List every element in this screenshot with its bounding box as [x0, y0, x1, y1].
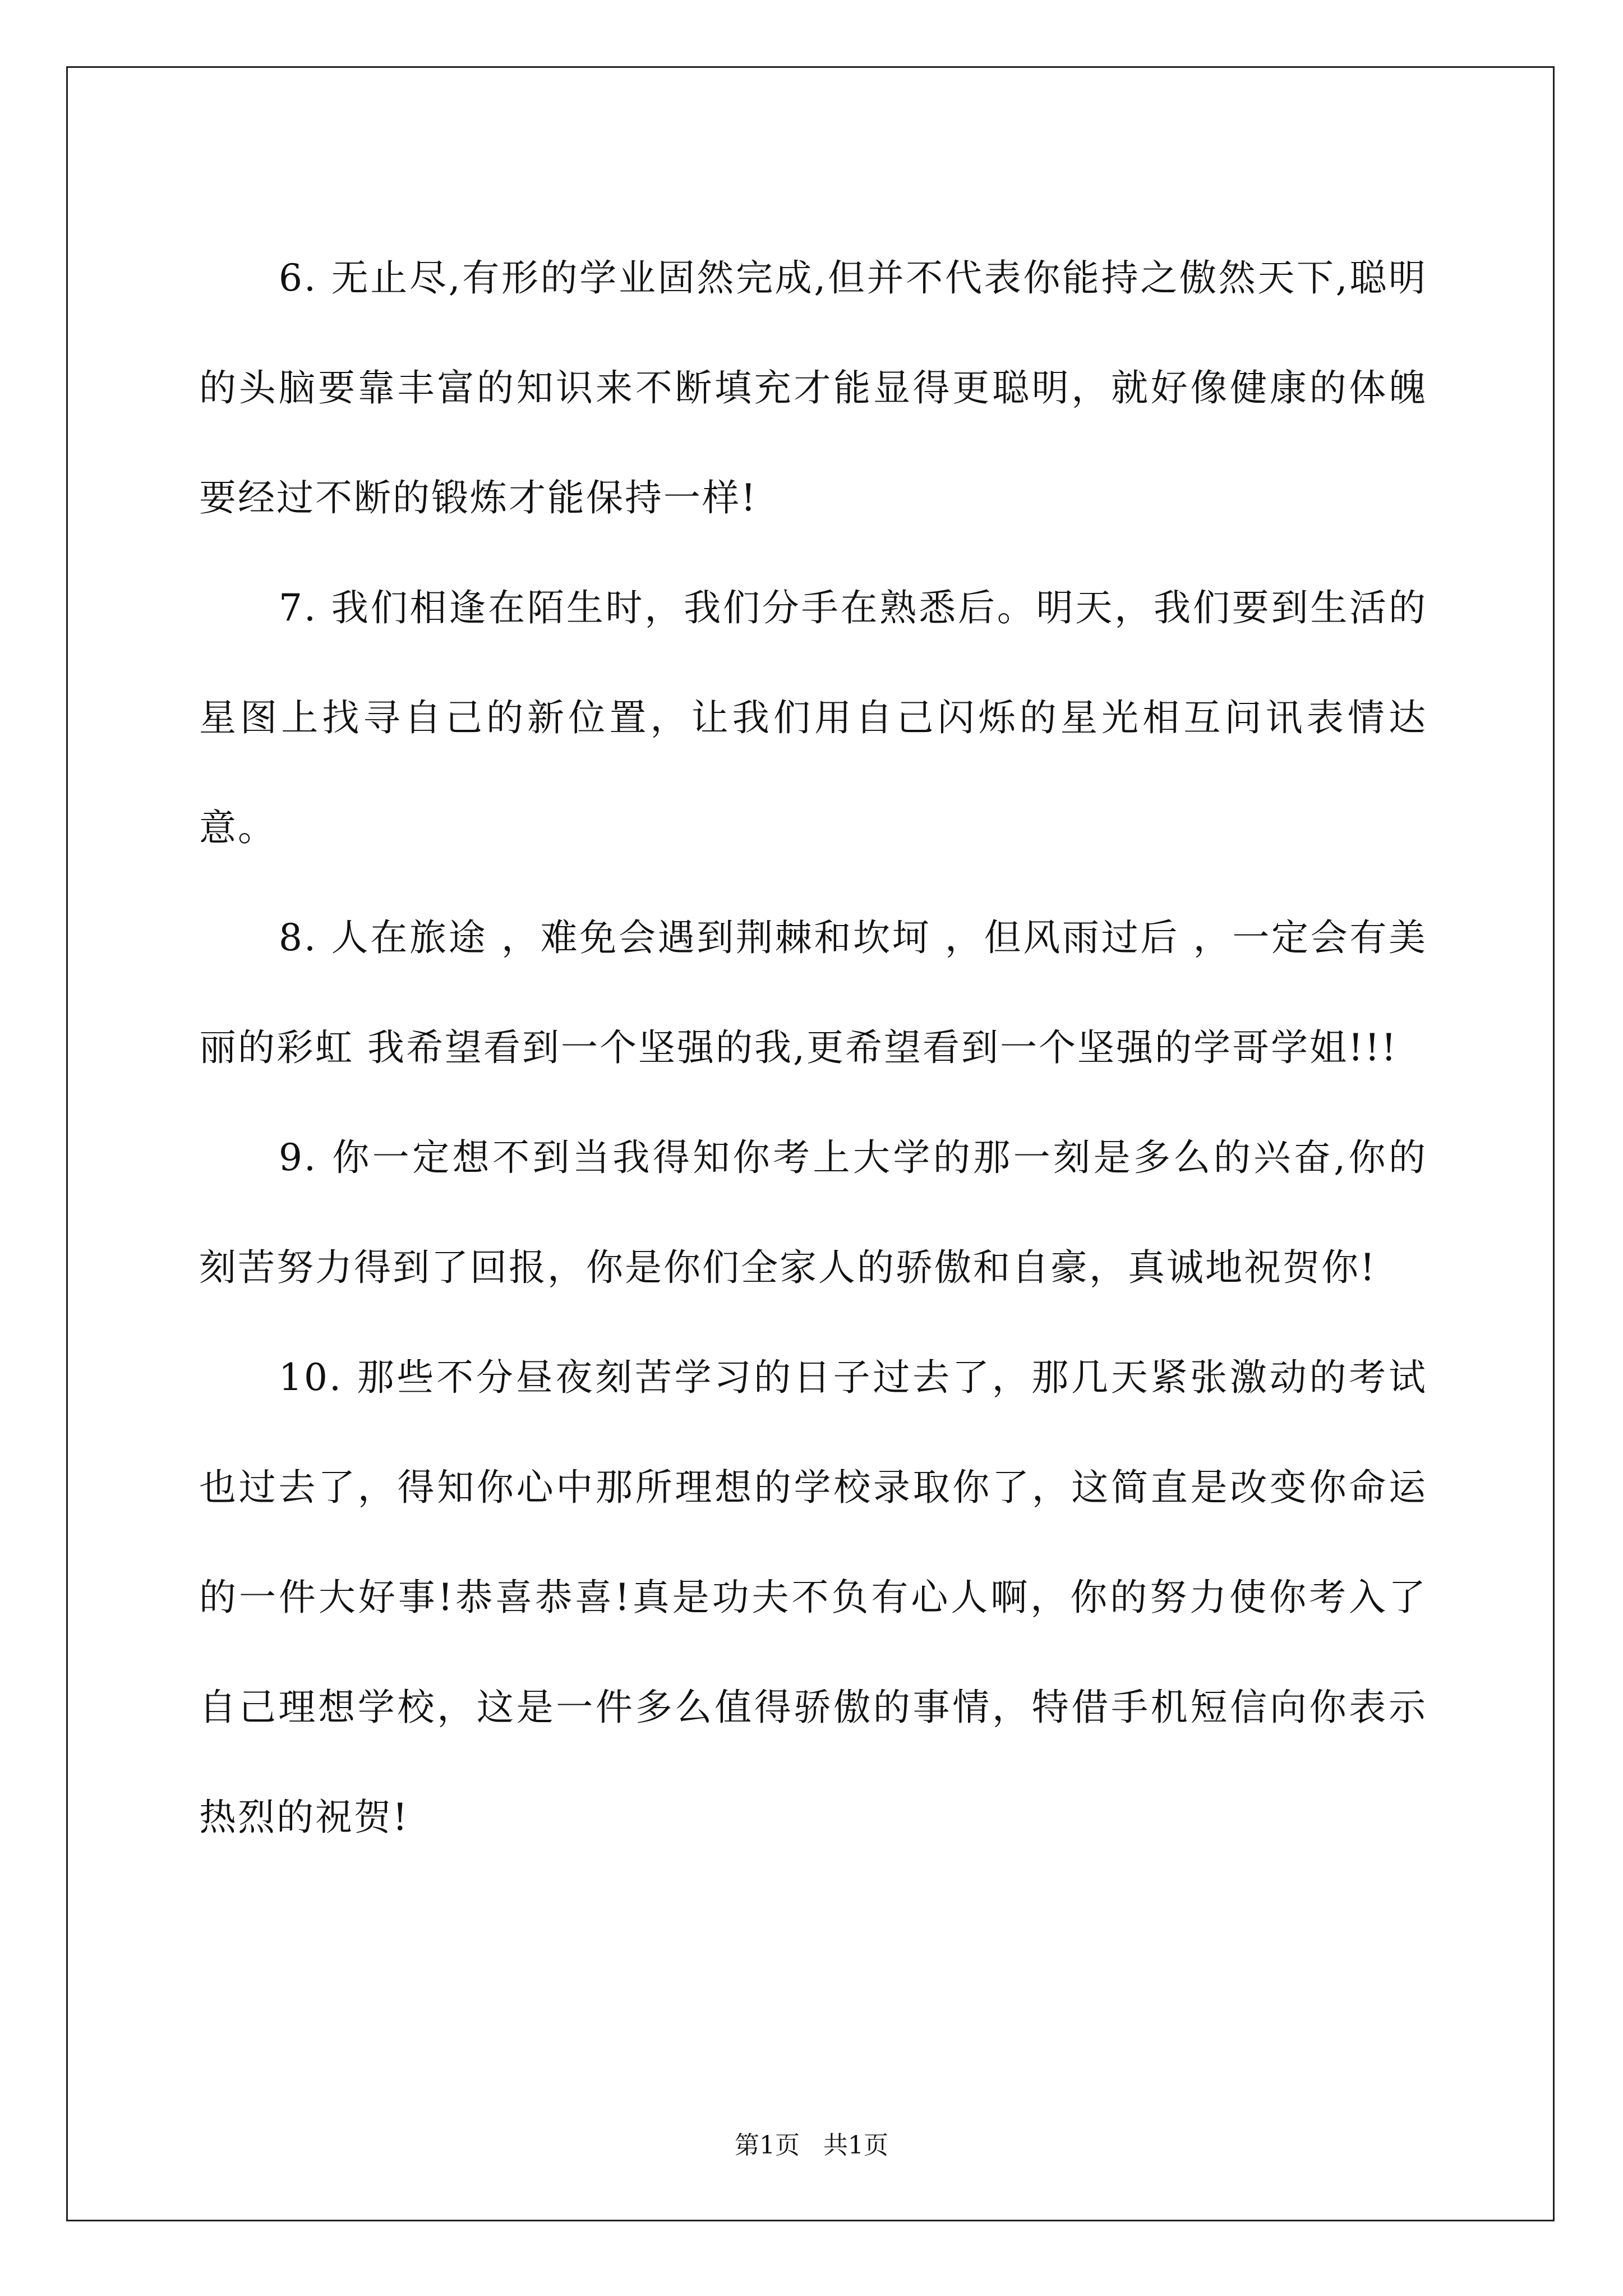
- paragraph-7: 7. 我们相逢在陌生时，我们分手在熟悉后。明天，我们要到生活的星图上找寻自己的新位置，让我们用自己闪烁的星光相互问讯表情达意。: [199, 586, 1427, 849]
- paragraph-8: 8. 人在旅途 ，难免会遇到荆棘和坎坷 ，但风雨过后 ，一定会有美丽的彩虹 我希望看到一个坚强的我,更希望看到一个坚强的学哥学姐!!!: [199, 916, 1427, 1069]
- page-number: 第1页: [735, 2131, 800, 2160]
- document-body: [199, 223, 1427, 1872]
- paragraph-10: 10. 那些不分昼夜刻苦学习的日子过去了，那几天紧张激动的考试也过去了，得知你心中那所理想的学校录取你了，这简直是改变你命运的一件大好事!恭喜恭喜!真是功夫不负有心人啊，你的努力使你考入了自己理想学校，这是一件多么值得骄傲的事情，特借手机短信向你表示热烈的祝贺!: [199, 1356, 1427, 1839]
- page-total: 共1页: [823, 2131, 888, 2160]
- page-footer: [0, 2125, 1623, 2161]
- paragraph-9: 9. 你一定想不到当我得知你考上大学的那一刻是多么的兴奋,你的刻苦努力得到了回报，你是你们全家人的骄傲和自豪，真诚地祝贺你!: [199, 1136, 1427, 1289]
- paragraph-6: 6. 无止尽,有形的学业固然完成,但并不代表你能持之傲然天下,聪明的头脑要靠丰富的知识来不断填充才能显得更聪明，就好像健康的体魄要经过不断的锻炼才能保持一样!: [199, 256, 1427, 519]
